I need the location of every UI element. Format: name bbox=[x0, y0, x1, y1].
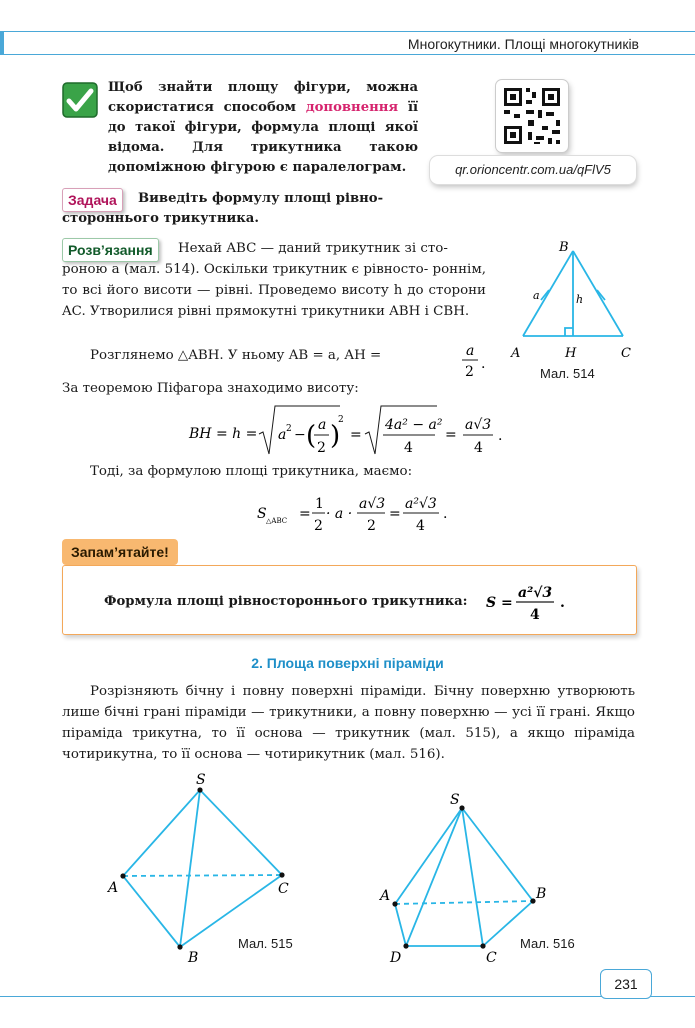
solution-label: Розв’язання bbox=[62, 238, 159, 262]
qr-code[interactable] bbox=[496, 80, 568, 152]
figure-516-caption: Мал. 516 bbox=[520, 936, 575, 951]
footer-rule bbox=[0, 996, 695, 997]
svg-text:S: S bbox=[257, 506, 267, 522]
svg-text:4a² − a²: 4a² − a² bbox=[385, 417, 443, 433]
svg-text:a²√3: a²√3 bbox=[518, 585, 553, 601]
label-B: B bbox=[188, 950, 199, 966]
checkmark-icon bbox=[62, 82, 98, 118]
svg-text:a: a bbox=[318, 417, 327, 433]
remember-formula bbox=[484, 578, 584, 624]
svg-text:· a ·: · a · bbox=[326, 506, 353, 522]
label-A: A bbox=[380, 888, 391, 904]
section-title: 2. Площа поверхні піраміди bbox=[251, 655, 444, 671]
surface-paragraph: Розрізняють бічну і повну поверхні піраміди. Бічну поверхню утворюють лише бічні грані піраміди — трикутники, а повну поверхню — усі її грані. Якщо піраміда трикутна, то її основа — трикутник (мал. 515), а якщо піраміда чотирикутна, то її основа — чотирикутник (мал. 516). bbox=[62, 684, 635, 762]
svg-text:2: 2 bbox=[317, 440, 326, 456]
svg-text:2: 2 bbox=[367, 518, 376, 534]
svg-text:a²√3: a²√3 bbox=[405, 496, 437, 512]
label-B: B bbox=[559, 240, 569, 255]
svg-text:△ABC: △ABC bbox=[266, 517, 288, 525]
label-S: S bbox=[196, 772, 206, 788]
svg-text:.: . bbox=[560, 595, 565, 611]
fraction-a-over-2 bbox=[458, 340, 488, 382]
task-label: Задача bbox=[62, 188, 123, 212]
svg-text:a: a bbox=[466, 343, 475, 359]
figure-514-caption: Мал. 514 bbox=[540, 366, 595, 381]
svg-text:): ) bbox=[330, 421, 341, 451]
svg-text:4: 4 bbox=[530, 607, 540, 623]
page-number: 231 bbox=[600, 969, 652, 999]
svg-text:2: 2 bbox=[314, 518, 323, 534]
svg-text:.: . bbox=[443, 506, 448, 522]
label-C: C bbox=[621, 346, 631, 361]
svg-text:−: − bbox=[294, 427, 306, 443]
header-top-rule bbox=[0, 31, 695, 32]
running-header: Многокутники. Площі многокутників bbox=[407, 36, 639, 52]
svg-text:4: 4 bbox=[474, 440, 483, 456]
task-text-line2: стороннього трикутника. bbox=[62, 211, 259, 226]
figure-515-pyramid bbox=[100, 766, 330, 966]
label-C: C bbox=[278, 881, 289, 897]
svg-text:1: 1 bbox=[315, 496, 324, 512]
svg-text:4: 4 bbox=[404, 440, 413, 456]
svg-text:4: 4 bbox=[416, 518, 425, 534]
qr-link[interactable]: qr.orioncentr.com.ua/qFlV5 bbox=[430, 156, 636, 184]
header-side-bar bbox=[0, 31, 4, 55]
solution-paragraph: роною a (мал. 514). Оскільки трикутник є рівносто- роннім, то всі його висоти — рівні. Проведемо висоту h до сторони AC. Утворилися рівні прямокутні трикутники ABH і CBH. bbox=[62, 262, 486, 319]
note-text: Щоб знайти площу фігури, можна скористатися способом доповнення її до такої фігури, формула площі якої відома. Для трикутника такою допоміжною фігурою є паралелограм. bbox=[108, 80, 418, 175]
svg-text:S =: S = bbox=[486, 595, 513, 611]
label-C: C bbox=[486, 950, 497, 966]
svg-text:a√3: a√3 bbox=[359, 496, 386, 512]
area-formula bbox=[255, 486, 455, 538]
svg-text:2: 2 bbox=[338, 415, 344, 425]
svg-text:.: . bbox=[498, 428, 503, 444]
header-bottom-rule bbox=[4, 54, 695, 55]
label-B: B bbox=[536, 886, 547, 902]
label-A: A bbox=[108, 880, 119, 896]
label-side-a: a bbox=[533, 289, 540, 302]
label-H: H bbox=[565, 346, 577, 361]
note-highlight: доповнення bbox=[305, 100, 399, 115]
svg-text:=: = bbox=[389, 506, 401, 522]
figure-514-triangle bbox=[505, 235, 655, 385]
svg-text:=: = bbox=[445, 427, 457, 443]
svg-text:=: = bbox=[350, 427, 362, 443]
label-D: D bbox=[390, 950, 402, 966]
svg-text:a: a bbox=[278, 427, 287, 443]
height-formula bbox=[185, 402, 525, 460]
pythagoras-line: За теоремою Піфагора знаходимо висоту: bbox=[62, 381, 359, 396]
svg-text:BH = h =: BH = h = bbox=[189, 426, 258, 442]
svg-text:.: . bbox=[481, 356, 486, 372]
task-text-line1: Виведіть формулу площі рівно- bbox=[138, 191, 384, 206]
qr-code-icon bbox=[496, 80, 568, 152]
then-line: Тоді, за формулою площі трикутника, маємо: bbox=[90, 464, 413, 479]
svg-text:a√3: a√3 bbox=[465, 417, 492, 433]
svg-text:2: 2 bbox=[286, 424, 292, 434]
label-height-h: h bbox=[576, 293, 584, 306]
label-S: S bbox=[450, 792, 460, 808]
solution-line1: Нехай ABC — даний трикутник зі сто- bbox=[178, 241, 448, 256]
svg-text:=: = bbox=[299, 506, 311, 522]
svg-text:(: ( bbox=[306, 421, 317, 451]
remember-label: Запам’ятайте! bbox=[62, 539, 178, 565]
svg-text:2: 2 bbox=[465, 364, 474, 380]
remember-text: Формула площі рівностороннього трикутника: bbox=[104, 594, 468, 609]
figure-515-caption: Мал. 515 bbox=[238, 936, 293, 951]
label-A: A bbox=[511, 346, 521, 361]
consider-line: Розглянемо △ABH. У ньому AB = a, AH = bbox=[90, 348, 382, 363]
